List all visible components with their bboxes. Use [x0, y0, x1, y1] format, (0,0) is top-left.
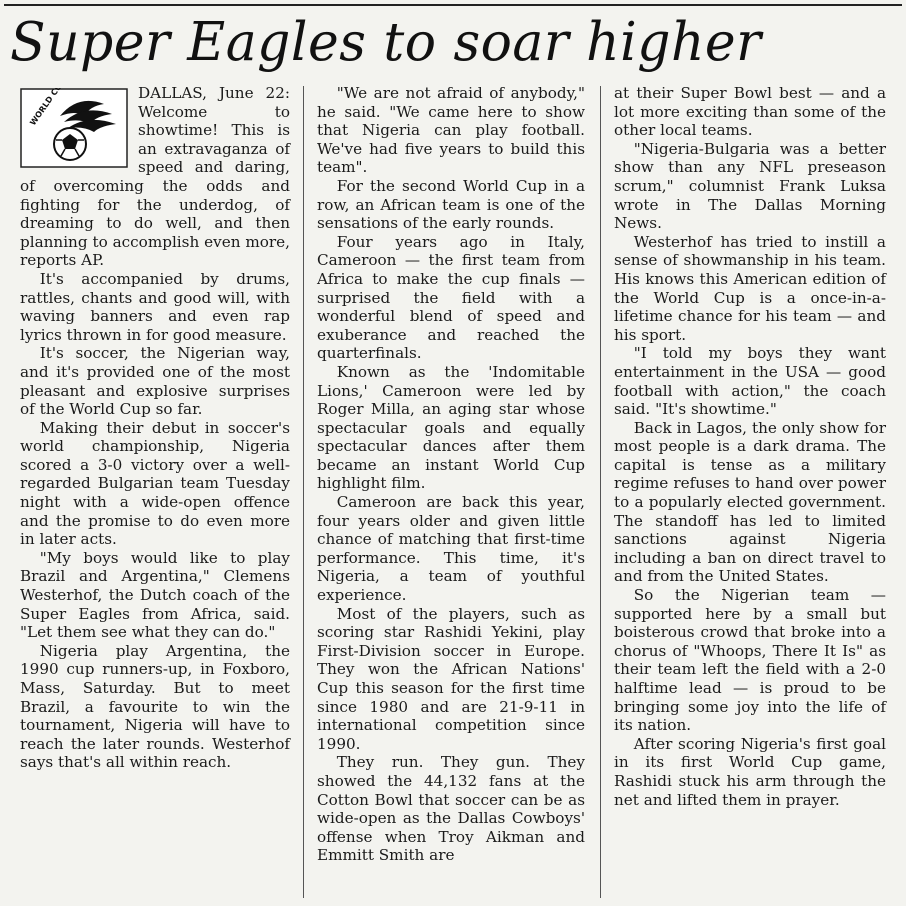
article-paragraph: Nigeria play Argentina, the 1990 cup runners-up, in Foxboro, Mass, Saturday. But to meet Brazil, a favourite to win the tournament, Nigeria will have to reach the later rounds. Westerhof says that's all within reach. [20, 641, 290, 772]
article-paragraph: Four years ago in Italy, Cameroon — the first team from Africa to make the cup finals — surprised the field with a wonderful blend of speed and exuberance and reached the quarterfinals. [317, 232, 585, 363]
world-cup-94-logo-icon [20, 88, 128, 168]
article-paragraph: "I told my boys they want entertainment in the USA — good football with action," the coach said. "It's showtime." [614, 344, 886, 419]
article-paragraph: "Nigeria-Bulgaria was a better show than any NFL preseason scrum," columnist Frank Luksa wrote in The Dallas Morning News. [614, 139, 886, 233]
article-paragraph: It's accompanied by drums, rattles, chants and good will, with waving banners and even rap lyrics thrown in for good measure. [20, 269, 290, 344]
article-paragraph: Making their debut in soccer's world championship, Nigeria scored a 3-0 victory over a well-regarded Bulgarian team Tuesday night with a wide-open offence and the promise to do even more in later acts. [20, 418, 290, 549]
article-paragraph: Most of the players, such as scoring star Rashidi Yekini, play First-Division soccer in Europe. They won the African Nations' Cup this season for the first time since 1980 and are 21-9-11 in international competition since 1990. [317, 604, 585, 753]
article-paragraph: Known as the 'Indomitable Lions,' Cameroon were led by Roger Milla, an aging star whose spectacular goals and equally spectacular dances after them became an instant World Cup highlight film. [317, 362, 585, 493]
column-divider [600, 86, 601, 898]
column-divider [303, 86, 304, 898]
article-paragraph: DALLAS, June 22: Welcome to showtime! This is an extravaganza of speed and daring, of overcoming the odds and fighting for the underdog, of dreaming to do well, and then planning to accomplish even more, reports AP. [20, 84, 290, 270]
article-paragraph: For the second World Cup in a row, an African team is one of the sensations of the early rounds. [317, 176, 585, 233]
article-paragraph: Westerhof has tried to instill a sense of showmanship in his team. His knows this American edition of the World Cup is a once-in-a-lifetime chance for his team — and his sport. [614, 232, 886, 344]
top-rule [4, 4, 902, 6]
article-paragraph: at their Super Bowl best — and a lot more exciting than some of the other local teams. [614, 84, 886, 140]
article-paragraph: It's soccer, the Nigerian way, and it's provided one of the most pleasant and explosive surprises of the World Cup so far. [20, 344, 290, 419]
article-paragraph: "My boys would like to play Brazil and Argentina," Clemens Westerhof, the Dutch coach of the Super Eagles from Africa, said. "Let them see what they can do." [20, 548, 290, 642]
article-paragraph: Back in Lagos, the only show for most people is a dark drama. The capital is tense as a military regime refuses to hand over power to a popularly elected government. The standoff has led to limited sanctions against Nigeria including a ban on direct travel to and from the United States. [614, 418, 886, 586]
article-paragraph: After scoring Nigeria's first goal in its first World Cup game, Rashidi stuck his arm through the net and lifted them in prayer. [614, 734, 886, 809]
headline: Super Eagles to soar higher [10, 12, 762, 73]
article-paragraph: Cameroon are back this year, four years older and given little chance of matching that first-time performance. This time, it's Nigeria, a team of youthful experience. [317, 493, 585, 605]
article-column-2 [317, 84, 585, 865]
article-column-3 [614, 84, 886, 809]
article-paragraph: So the Nigerian team — supported here by a small but boisterous crowd that broke into a chorus of "Whoops, There It Is" as their team left the field with a 2-0 halftime lead — is proud to be bringing some joy into the life of its nation. [614, 586, 886, 735]
article-column-1 [20, 84, 290, 772]
article-paragraph: "We are not afraid of anybody," he said. "We came here to show that Nigeria can play football. We've had five years to build this team". [317, 84, 585, 177]
article-paragraph: They run. They gun. They showed the 44,132 fans at the Cotton Bowl that soccer can be as wide-open as the Dallas Cowboys' offense when Troy Aikman and Emmitt Smith are [317, 753, 585, 865]
